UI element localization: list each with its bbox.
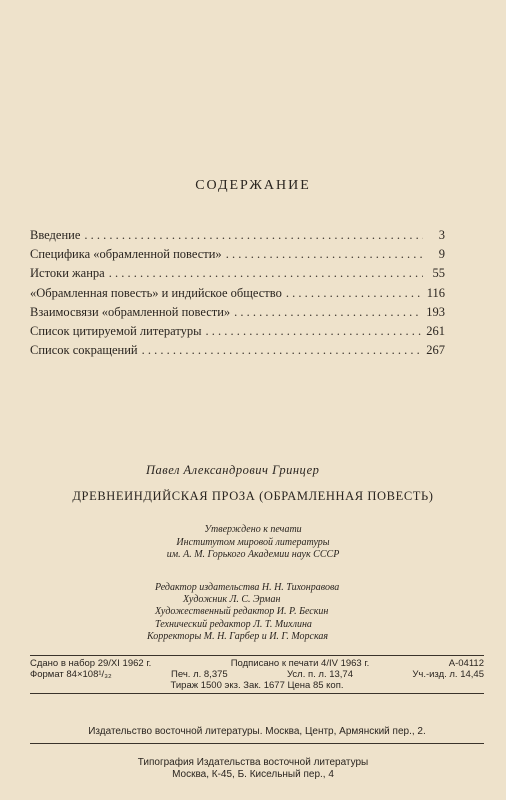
approval-block bbox=[0, 524, 506, 562]
toc-entry-label: Взаимосвязи «обрамленной повести» bbox=[30, 304, 231, 319]
divider bbox=[30, 743, 484, 744]
toc-entry-page: 261 bbox=[426, 323, 445, 338]
toc-entry bbox=[30, 324, 445, 343]
imprint-block bbox=[30, 658, 484, 691]
publisher-line: Издательство восточной литературы. Москва, Центр, Армянский пер., 2. bbox=[88, 726, 426, 737]
toc-entry-page: 55 bbox=[432, 266, 445, 281]
table-of-contents bbox=[30, 228, 445, 362]
credit-line: Художественный редактор И. Р. Бескин bbox=[155, 606, 329, 618]
toc-entry bbox=[30, 286, 445, 305]
approval-line: Утверждено к печати bbox=[204, 524, 302, 535]
toc-entry-label: Истоки жанра bbox=[30, 266, 105, 281]
imprint-field: Формат 84×108¹/₃₂ bbox=[30, 669, 112, 680]
toc-entry bbox=[30, 343, 445, 362]
toc-entry bbox=[30, 266, 445, 285]
printing-house-block bbox=[0, 757, 506, 781]
toc-entry bbox=[30, 228, 445, 247]
author-name: Павел Александрович Гринцер bbox=[146, 463, 320, 477]
toc-entry-label: Список сокращений bbox=[30, 343, 138, 358]
imprint-field: Печ. л. 8,375 bbox=[171, 669, 228, 680]
imprint-line: Тираж 1500 экз. Зак. 1677 Цена 85 коп. bbox=[170, 680, 344, 691]
printing-line: Москва, К-45, Б. Кисельный пер., 4 bbox=[172, 769, 334, 780]
toc-entry bbox=[30, 247, 445, 266]
imprint-line bbox=[30, 658, 484, 669]
divider bbox=[30, 693, 484, 694]
dot-leader bbox=[234, 305, 422, 320]
toc-entry-page: 193 bbox=[426, 304, 445, 319]
toc-entry-page: 116 bbox=[426, 285, 445, 300]
dot-leader bbox=[84, 228, 423, 243]
dot-leader bbox=[206, 324, 423, 339]
imprint-field: A-04112 bbox=[448, 658, 484, 669]
toc-entry-label: Специфика «обрамленной повести» bbox=[30, 247, 222, 262]
approval-line: им. А. М. Горького Академии наук СССР bbox=[166, 549, 340, 560]
approval-line: Институтом мировой литературы bbox=[176, 536, 330, 548]
toc-entry bbox=[30, 305, 445, 324]
toc-title: СОДЕРЖАНИЕ bbox=[195, 178, 311, 193]
book-title: ДРЕВНЕИНДИЙСКАЯ ПРОЗА (ОБРАМЛЕННАЯ ПОВЕСТЬ) bbox=[72, 489, 434, 503]
toc-entry-label: «Обрамленная повесть» и индийское общество bbox=[30, 285, 282, 300]
credit-line: Технический редактор Л. Т. Михлина bbox=[155, 618, 312, 630]
imprint-field: Подписано к печати 4/IV 1963 г. bbox=[230, 658, 370, 669]
dot-leader bbox=[286, 286, 423, 301]
printing-line: Типография Издательства восточной литературы bbox=[137, 757, 369, 768]
dot-leader bbox=[109, 266, 423, 281]
imprint-line bbox=[30, 669, 484, 680]
credit-line: Художник Л. С. Эрман bbox=[183, 594, 281, 606]
dot-leader bbox=[142, 343, 423, 358]
imprint-field: Сдано в набор 29/XI 1962 г. bbox=[30, 658, 152, 669]
divider bbox=[30, 655, 484, 656]
dot-leader bbox=[226, 247, 423, 262]
credit-line: Корректоры М. Н. Гарбер и И. Г. Морская bbox=[147, 630, 329, 642]
imprint-field: Уч.-изд. л. 14,45 bbox=[412, 669, 484, 680]
toc-entry-label: Введение bbox=[30, 228, 81, 242]
toc-entry-page: 267 bbox=[426, 343, 445, 358]
toc-entry-page: 9 bbox=[438, 247, 445, 262]
toc-entry-label: Список цитируемой литературы bbox=[30, 323, 202, 338]
credit-line: Редактор издательства Н. Н. Тихонравова bbox=[155, 582, 340, 593]
imprint-field: Усл. п. л. 13,74 bbox=[287, 669, 353, 680]
toc-entry-page: 3 bbox=[438, 228, 445, 242]
credits-block bbox=[147, 582, 340, 643]
